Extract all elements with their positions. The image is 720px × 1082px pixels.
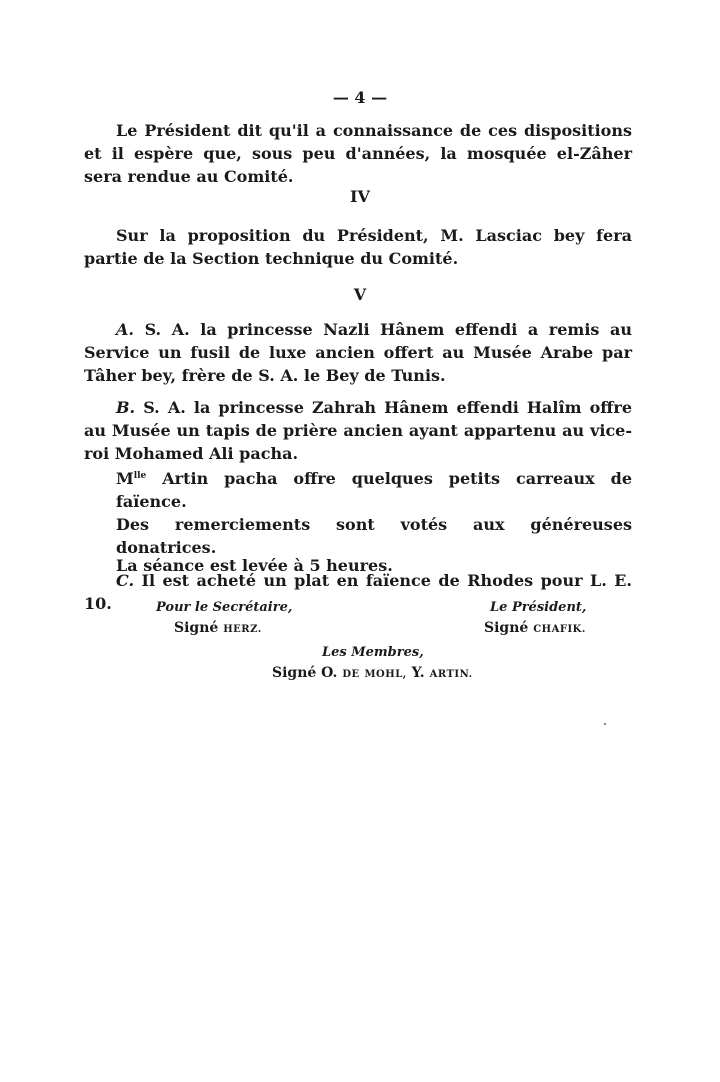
item-b xyxy=(84,396,632,465)
secretary-name: HERZ. xyxy=(223,624,262,635)
president-role: Le Président, xyxy=(490,600,587,615)
item-b-text: S. A. la princesse Zahrah Hânem effendi Halîm offre au Musée un tapis de prière ancien ayant appartenu au vice-roi Mohamed Ali pacha. xyxy=(84,398,633,463)
thanks-line: Des remerciements sont votés aux généreuses donatrices. xyxy=(116,515,632,557)
section-heading-v: V xyxy=(353,285,367,304)
president-signed-word: Signé xyxy=(484,620,529,636)
section-iv-text: Sur la proposition du Président, M. Lasciac bey fera partie de la Section technique du Comité. xyxy=(84,226,632,268)
page-number: — 4 — xyxy=(332,88,388,107)
item-a-letter: A. xyxy=(116,320,134,339)
secretary-role: Pour le Secrétaire, xyxy=(156,600,293,615)
closing-block xyxy=(84,554,632,577)
closing-line: La séance est levée à 5 heures. xyxy=(116,556,393,575)
item-c-letter: C. xyxy=(116,571,135,590)
members-signed-word: Signé O. xyxy=(272,665,338,681)
secretary-signed-word: Signé xyxy=(174,620,219,636)
member-name-artin: ARTIN. xyxy=(429,669,473,680)
president-statement xyxy=(84,119,632,188)
signature-secretary xyxy=(156,598,292,640)
members-signed xyxy=(272,663,473,685)
members-role: Les Membres, xyxy=(322,645,424,660)
item-a-text: S. A. la princesse Nazli Hânem effendi a remis au Service un fusil de luxe ancien offert au Musée Arabe par Tâher bey, frère de S. A. le Bey de Tunis. xyxy=(84,320,632,385)
secretary-signed xyxy=(156,618,292,640)
page-speck xyxy=(604,723,606,725)
item-b-letter: B. xyxy=(116,398,136,417)
president-signed xyxy=(484,618,586,640)
artin-prefix: M xyxy=(116,469,134,488)
item-c-text: Il est acheté un plat en faïence de Rhodes pour L. E. 10. xyxy=(84,571,633,613)
members-middle-initial: Y. xyxy=(411,665,425,681)
artin-superscript: lle xyxy=(133,471,147,481)
artin-text: Artin pacha offre quelques petits carreaux de faïence. xyxy=(116,469,632,511)
paragraph-1: Le Président dit qu'il a connaissance de ces dispositions et il espère que, sous peu d'années, la mosquée el-Zâher sera rendue au Comité. xyxy=(84,121,632,186)
president-name: CHAFIK. xyxy=(533,624,586,635)
artin-line xyxy=(84,465,632,513)
section-iv-body xyxy=(84,224,632,270)
signature-president xyxy=(484,598,586,640)
section-heading-iv: IV xyxy=(350,187,370,206)
signature-members xyxy=(272,643,473,685)
members-particle: DE xyxy=(342,669,360,680)
member-name-mohl: MOHL, xyxy=(364,669,407,680)
item-a xyxy=(84,318,632,387)
